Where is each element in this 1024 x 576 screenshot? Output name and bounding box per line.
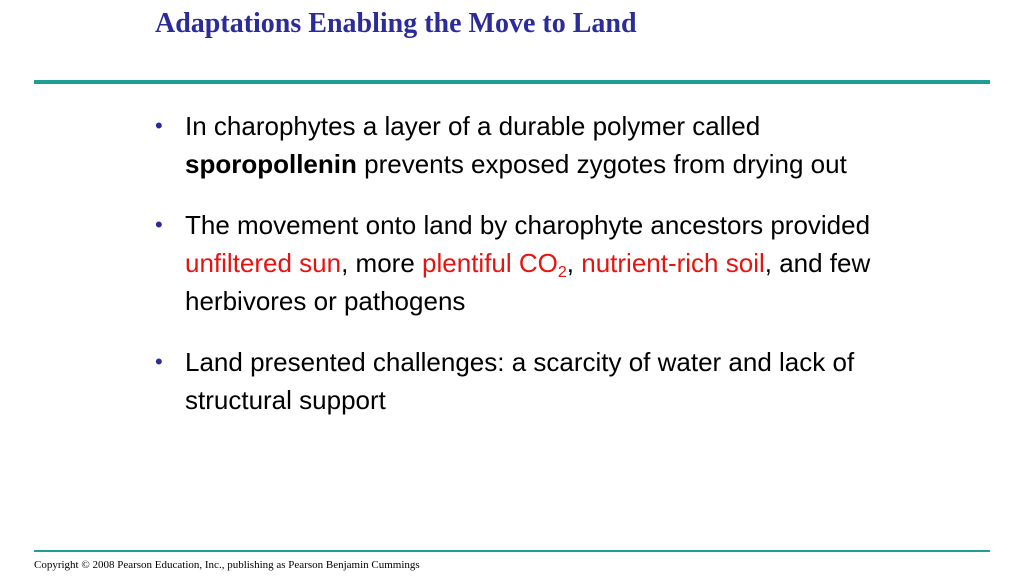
bullet-text: Land presented challenges: a scarcity of water and lack of structural support xyxy=(185,347,855,415)
slide-title: Adaptations Enabling the Move to Land xyxy=(155,8,637,39)
bullet-item-movement xyxy=(155,206,875,320)
bullet-marker: • xyxy=(155,113,163,138)
subscript: 2 xyxy=(557,264,567,281)
footer-divider xyxy=(34,550,990,552)
bullet-text: prevents exposed zygotes from drying out xyxy=(356,149,847,179)
bullet-marker: • xyxy=(155,349,163,374)
bullet-text: , more xyxy=(341,248,423,278)
title-divider xyxy=(34,80,990,84)
copyright-notice: Copyright © 2008 Pearson Education, Inc., publishing as Pearson Benjamin Cummings xyxy=(34,559,420,571)
bullet-list xyxy=(155,107,875,442)
bullet-text: , and few herbivores or pathogens xyxy=(185,248,871,316)
bullet-marker: • xyxy=(155,212,163,237)
bullet-text: , xyxy=(566,248,582,278)
bullet-item-challenges xyxy=(155,343,875,419)
highlight-term: nutrient-rich soil xyxy=(581,248,765,278)
highlight-term: plentiful $CO_2$ xyxy=(422,248,567,281)
bullet-text: In charophytes a layer of a durable polymer called xyxy=(185,111,761,141)
highlight-term: unfiltered sun xyxy=(185,248,342,278)
bullet-text: The movement onto land by charophyte ancestors provided xyxy=(185,210,871,240)
bullet-item-sporopollenin xyxy=(155,107,875,183)
bold-term: sporopollenin xyxy=(185,149,357,179)
